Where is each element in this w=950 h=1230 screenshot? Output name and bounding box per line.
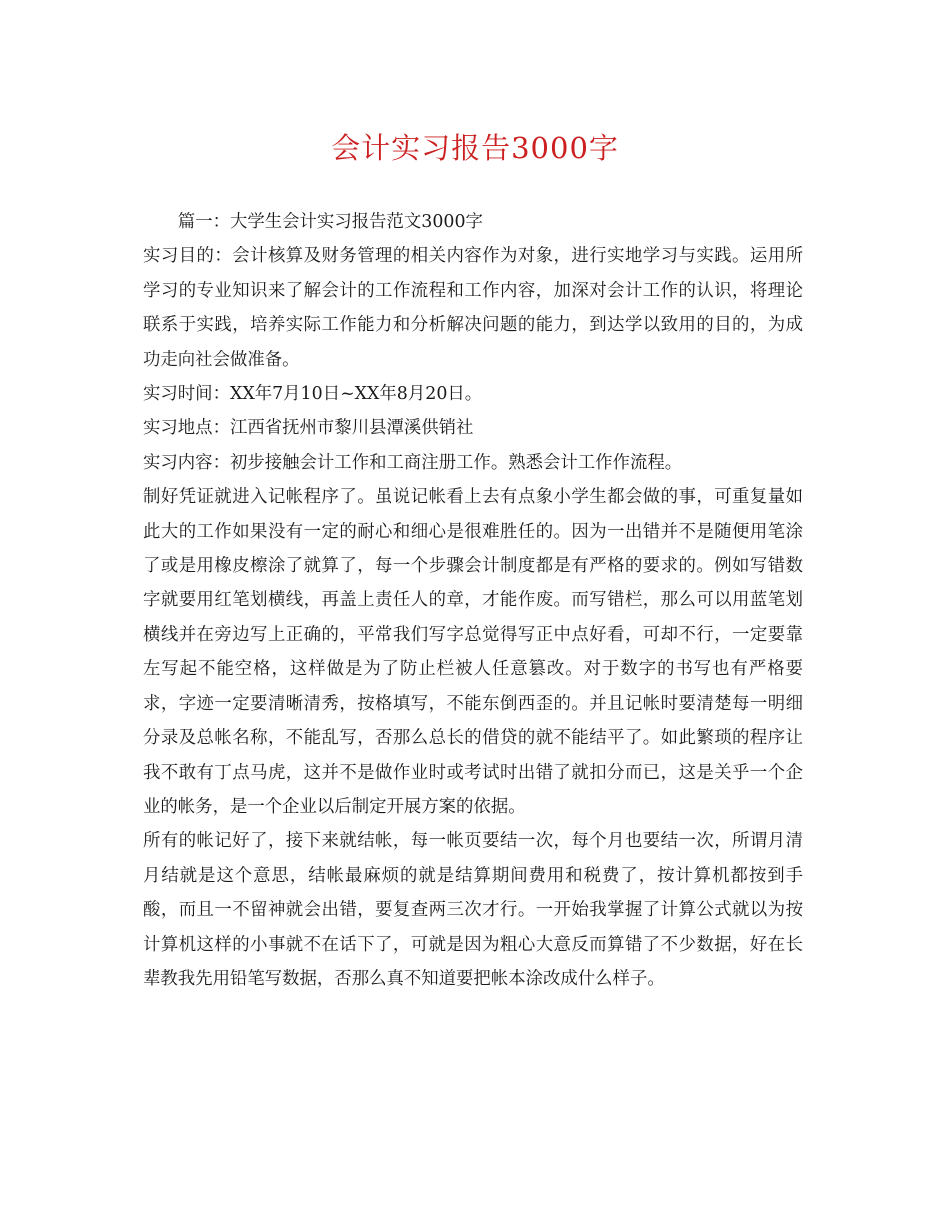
paragraph-location: 实习地点：江西省抚州市黎川县潭溪供销社	[143, 418, 474, 439]
section-heading: 篇一：大学生会计实习报告范文3000字	[177, 212, 483, 232]
paragraph-content: 实习内容：初步接触会计工作和工商注册工作。熟悉会计工作作流程。	[143, 452, 683, 473]
paragraph-purpose: 实习目的：会计核算及财务管理的相关内容作为对象，进行实地学习与实践。运用所学习的专业知识来了解会计的工作流程和工作内容，加深对会计工作的认识，将理论联系于实践，培养实际工作能力和分析解决问题的能力，到达学以致用的目的，为成功走向社会做准备。	[143, 246, 803, 370]
document-title: 会计实习报告3000字	[331, 131, 619, 165]
paragraph-time: 实习时间：XX年7月10日~XX年8月20日。	[143, 384, 483, 405]
document-body	[143, 205, 803, 996]
paragraph-bookkeeping: 制好凭证就进入记帐程序了。虽说记帐看上去有点象小学生都会做的事，可重复量如此大的工作如果没有一定的耐心和细心是很难胜任的。因为一出错并不是随便用笔涂了或是用橡皮檫涂了就算了，每一个步骤会计制度都是有严格的要求的。例如写错数字就要用红笔划横线，再盖上责任人的章，才能作废。而写错栏，那么可以用蓝笔划横线并在旁边写上正确的，平常我们写字总觉得写正中点好看，可却不行，一定要靠左写起不能空格，这样做是为了防止栏被人任意篡改。对于数字的书写也有严格要求，字迹一定要清晰清秀，按格填写，不能东倒西歪的。并且记帐时要清楚每一明细分录及总帐名称，不能乱写，否那么总长的借贷的就不能结平了。如此繁琐的程序让我不敢有丁点马虎，这并不是做作业时或考试时出错了就扣分而已，这是关乎一个企业的帐务，是一个企业以后制定开展方案的依据。	[143, 487, 803, 817]
paragraph-closing: 所有的帐记好了，接下来就结帐，每一帐页要结一次，每个月也要结一次，所谓月清月结就是这个意思，结帐最麻烦的就是结算期间费用和税费了，按计算机都按到手酸，而且一不留神就会出错，要复查两三次才行。一开始我掌握了计算公式就以为按计算机这样的小事就不在话下了，可就是因为粗心大意反而算错了不少数据，好在长辈教我先用铅笔写数据，否那么真不知道要把帐本涂改成什么样子。	[143, 831, 803, 989]
